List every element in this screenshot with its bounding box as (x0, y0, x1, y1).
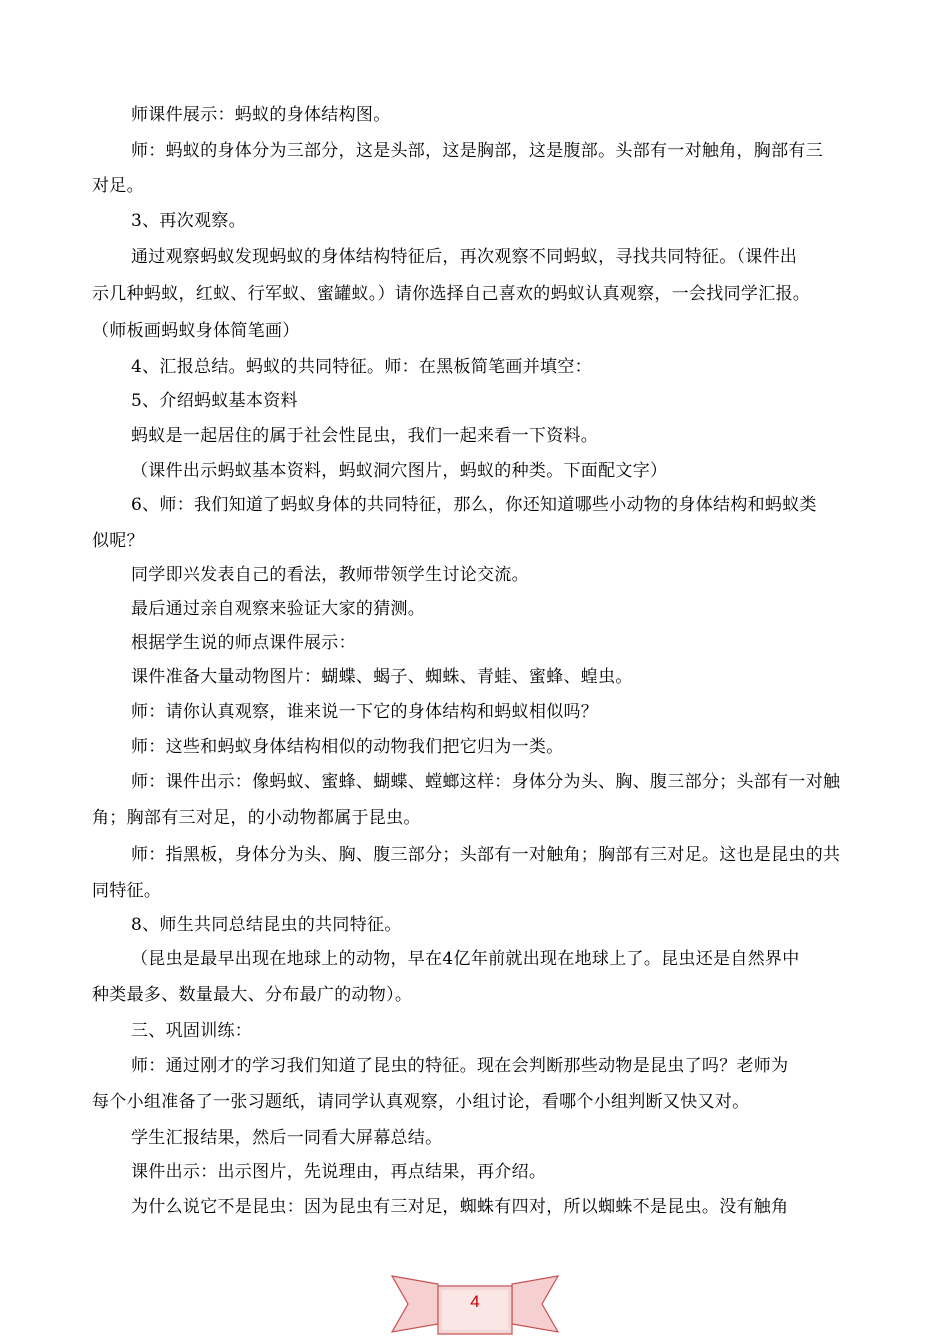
text-line: 师课件展示：蚂蚁的身体结构图。 (131, 105, 391, 125)
text-line: 根据学生说的师点课件展示： (131, 633, 356, 653)
text-line: 课件准备大量动物图片：蝴蝶、蝎子、蜘蛛、青蛙、蜜蜂、蝗虫。 (131, 667, 633, 687)
text-line: 为什么说它不是昆虫：因为昆虫有三对足，蜘蛛有四对，所以蜘蛛不是昆虫。没有触角 (131, 1197, 789, 1217)
text-line: （师板画蚂蚁身体简笔画） (92, 321, 300, 341)
text-line: 学生汇报结果，然后一同看大屏幕总结。 (131, 1128, 443, 1148)
text-line: 5、介绍蚂蚁基本资料 (131, 391, 298, 411)
text-line: 种类最多、数量最大、分布最广的动物）。 (92, 985, 413, 1005)
text-line: 似呢？ (92, 531, 144, 551)
text-line: 蚂蚁是一起居住的属于社会性昆虫，我们一起来看一下资料。 (131, 426, 599, 446)
text-line: 师：请你认真观察，谁来说一下它的身体结构和蚂蚁相似吗？ (131, 702, 599, 722)
text-line: 示几种蚂蚁，红蚁、行军蚁、蜜罐蚁。）请你选择自己喜欢的蚂蚁认真观察，一会找同学汇报。 (92, 284, 811, 304)
text-line: 角；胸部有三对足，的小动物都属于昆虫。 (92, 808, 421, 828)
text-line: 6、师：我们知道了蚂蚁身体的共同特征，那么，你还知道哪些小动物的身体结构和蚂蚁类 (131, 495, 817, 515)
text-line: 师：通过刚才的学习我们知道了昆虫的特征。现在会判断那些动物是昆虫了吗？老师为 (131, 1056, 789, 1076)
text-line: 4、汇报总结。蚂蚁的共同特征。师：在黑板简笔画并填空： (131, 357, 592, 377)
text-line: 师：课件出示：像蚂蚁、蜜蜂、蝴蝶、螳螂这样：身体分为头、胸、腹三部分；头部有一对触 (131, 772, 841, 792)
text-line: 师：蚂蚁的身体分为三部分，这是头部，这是胸部，这是腹部。头部有一对触角，胸部有三 (131, 141, 823, 161)
text-line: 同特征。 (92, 881, 162, 901)
text-line: （昆虫是最早出现在地球上的动物，早在4亿年前就出现在地球上了。昆虫还是自然界中 (131, 949, 800, 969)
text-line: 最后通过亲自观察来验证大家的猜测。 (131, 599, 426, 619)
text-line: 8、师生共同总结昆虫的共同特征。 (131, 915, 402, 935)
text-line: 3、再次观察。 (131, 211, 246, 231)
text-line: 同学即兴发表自己的看法，教师带领学生讨论交流。 (131, 565, 529, 585)
text-line: （课件出示蚂蚁基本资料，蚂蚁洞穴图片，蚂蚁的种类。下面配文字） (131, 461, 668, 481)
text-line: 三、巩固训练： (131, 1021, 253, 1041)
text-line: 师：指黑板，身体分为头、胸、腹三部分；头部有一对触角；胸部有三对足。这也是昆虫的共 (131, 845, 841, 865)
page-number: 4 (470, 1292, 480, 1311)
text-line: 对足。 (92, 176, 144, 196)
text-line: 课件出示：出示图片，先说理由，再点结果，再介绍。 (131, 1162, 547, 1182)
text-line: 每个小组准备了一张习题纸，请同学认真观察，小组讨论，看哪个小组判断又快又对。 (92, 1092, 750, 1112)
text-line: 师：这些和蚂蚁身体结构相似的动物我们把它归为一类。 (131, 737, 564, 757)
text-line: 通过观察蚂蚁发现蚂蚁的身体结构特征后，再次观察不同蚂蚁，寻找共同特征。（课件出 (131, 247, 798, 267)
